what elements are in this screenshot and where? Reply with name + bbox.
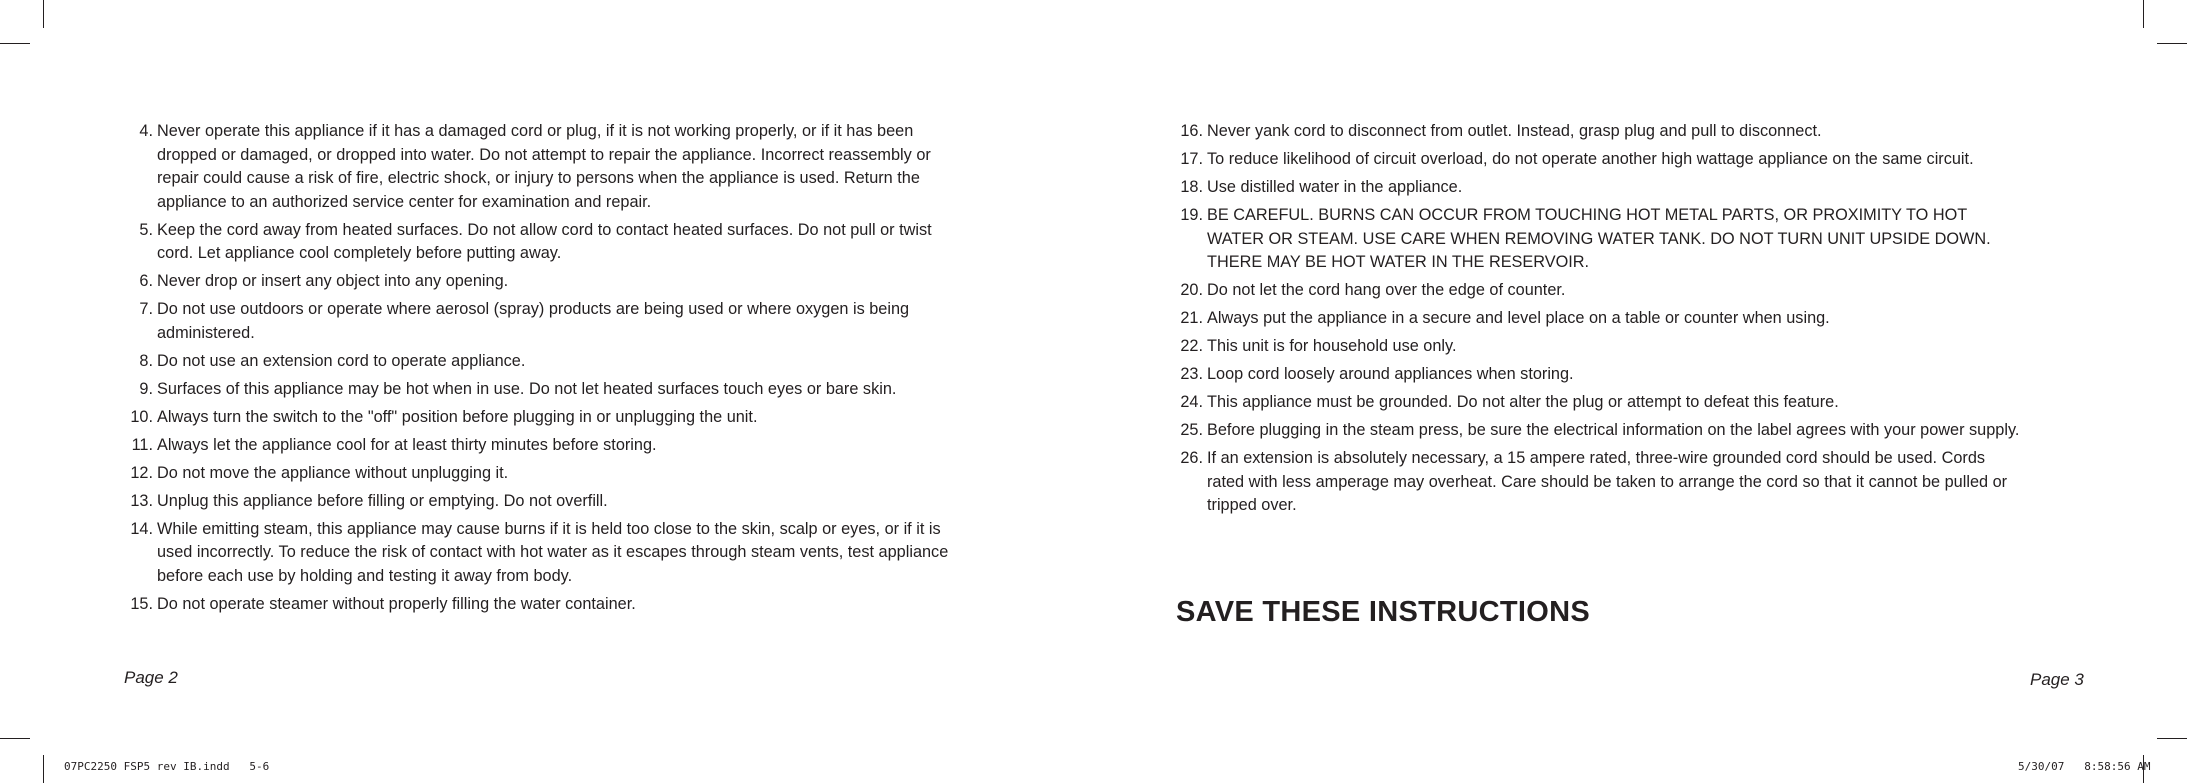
list-item: 20. Do not let the cord hang over the edge of counter. <box>1180 281 1566 299</box>
crop-mark <box>43 0 44 28</box>
print-slug-timestamp: 5/30/07 8:58:56 AM <box>2018 760 2151 773</box>
list-item: 6. Never drop or insert any object into any opening. <box>139 272 509 290</box>
safety-list-left <box>120 120 970 616</box>
list-item: 8. Do not use an extension cord to operate appliance. <box>139 351 526 370</box>
crop-mark <box>2143 0 2144 28</box>
print-slug-file: 07PC2250 FSP5 rev IB.indd 5-6 <box>64 760 270 773</box>
list-item: 23. Loop cord loosely around appliances when storing. <box>1180 365 1574 383</box>
list-item: 21. Always put the appliance in a secure and level place on a table or counter when using. <box>1180 309 1830 327</box>
list-item: 17. To reduce likelihood of circuit overload, do not operate another high wattage appliance on the same circuit. <box>1180 150 1974 168</box>
crop-mark <box>43 755 44 783</box>
left-page-column <box>120 120 970 621</box>
list-item: 14. While emitting steam, this appliance may cause burns if it is held too close to the skin, scalp or eyes, or if it is used incorrectly. To reduce the risk of contact with hot water as it escapes through steam vents, test appliance before each use by holding and testing it away from body. <box>130 519 949 585</box>
right-page-column <box>1170 120 2025 522</box>
list-item: 4. Never operate this appliance if it has a damaged cord or plug, if it is not working properly, or if it has been dropped or damaged, or dropped into water. Do not attempt to repair the appliance. Incorrect reassembly or repair could cause a risk of fire, electric shock, or injury to persons when the appliance is used. Return the appliance to an authorized service center for examination and repair. <box>139 122 931 211</box>
crop-mark <box>2157 738 2187 739</box>
list-item: 12. Do not move the appliance without unplugging it. <box>130 463 509 482</box>
list-item: 18. Use distilled water in the appliance. <box>1180 178 1463 196</box>
crop-mark <box>2157 43 2187 44</box>
crop-mark <box>0 738 30 739</box>
list-item: 11. Always let the appliance cool for at least thirty minutes before storing. <box>131 435 657 454</box>
list-item: 25. Before plugging in the steam press, be sure the electrical information on the label agrees with your power supply. <box>1180 421 2020 439</box>
list-item: 16. Never yank cord to disconnect from outlet. Instead, grasp plug and pull to disconnect. <box>1180 122 1822 140</box>
safety-list-right <box>1170 120 2025 518</box>
list-item: 26. If an extension is absolutely necessary, a 15 ampere rated, three-wire grounded cord should be used. Cords rated with less amperage may overheat. Care should be taken to arrange the cord so that it cannot be pulled or tripped over. <box>1180 449 2008 514</box>
list-item: 19. BE CAREFUL. BURNS CAN OCCUR FROM TOUCHING HOT METAL PARTS, OR PROXIMITY TO HOT WATER OR STEAM. USE CARE WHEN REMOVING WATER TANK. DO NOT TURN UNIT UPSIDE DOWN. THERE MAY BE HOT WATER IN THE RESERVOIR. <box>1180 206 1991 271</box>
page-number-right: Page 3 <box>2030 670 2084 689</box>
list-item: 22. This unit is for household use only. <box>1180 337 1457 355</box>
list-item: 24. This appliance must be grounded. Do not alter the plug or attempt to defeat this feature. <box>1180 393 1839 411</box>
crop-mark <box>0 43 30 44</box>
list-item: 10. Always turn the switch to the "off" position before plugging in or unplugging the unit. <box>130 407 758 426</box>
page-number-left: Page 2 <box>124 668 178 687</box>
list-item: 9. Surfaces of this appliance may be hot when in use. Do not let heated surfaces touch eyes or bare skin. <box>139 379 897 398</box>
save-instructions-heading: SAVE THESE INSTRUCTIONS <box>1176 596 1591 628</box>
list-item: 5. Keep the cord away from heated surfaces. Do not allow cord to contact heated surfaces. Do not pull or twist cord. Let appliance cool completely before putting away. <box>139 220 932 262</box>
list-item: 13. Unplug this appliance before filling or emptying. Do not overfill. <box>130 491 608 510</box>
list-item: 7. Do not use outdoors or operate where aerosol (spray) products are being used or where oxygen is being administered. <box>139 300 910 342</box>
list-item: 15. Do not operate steamer without properly filling the water container. <box>130 594 636 613</box>
